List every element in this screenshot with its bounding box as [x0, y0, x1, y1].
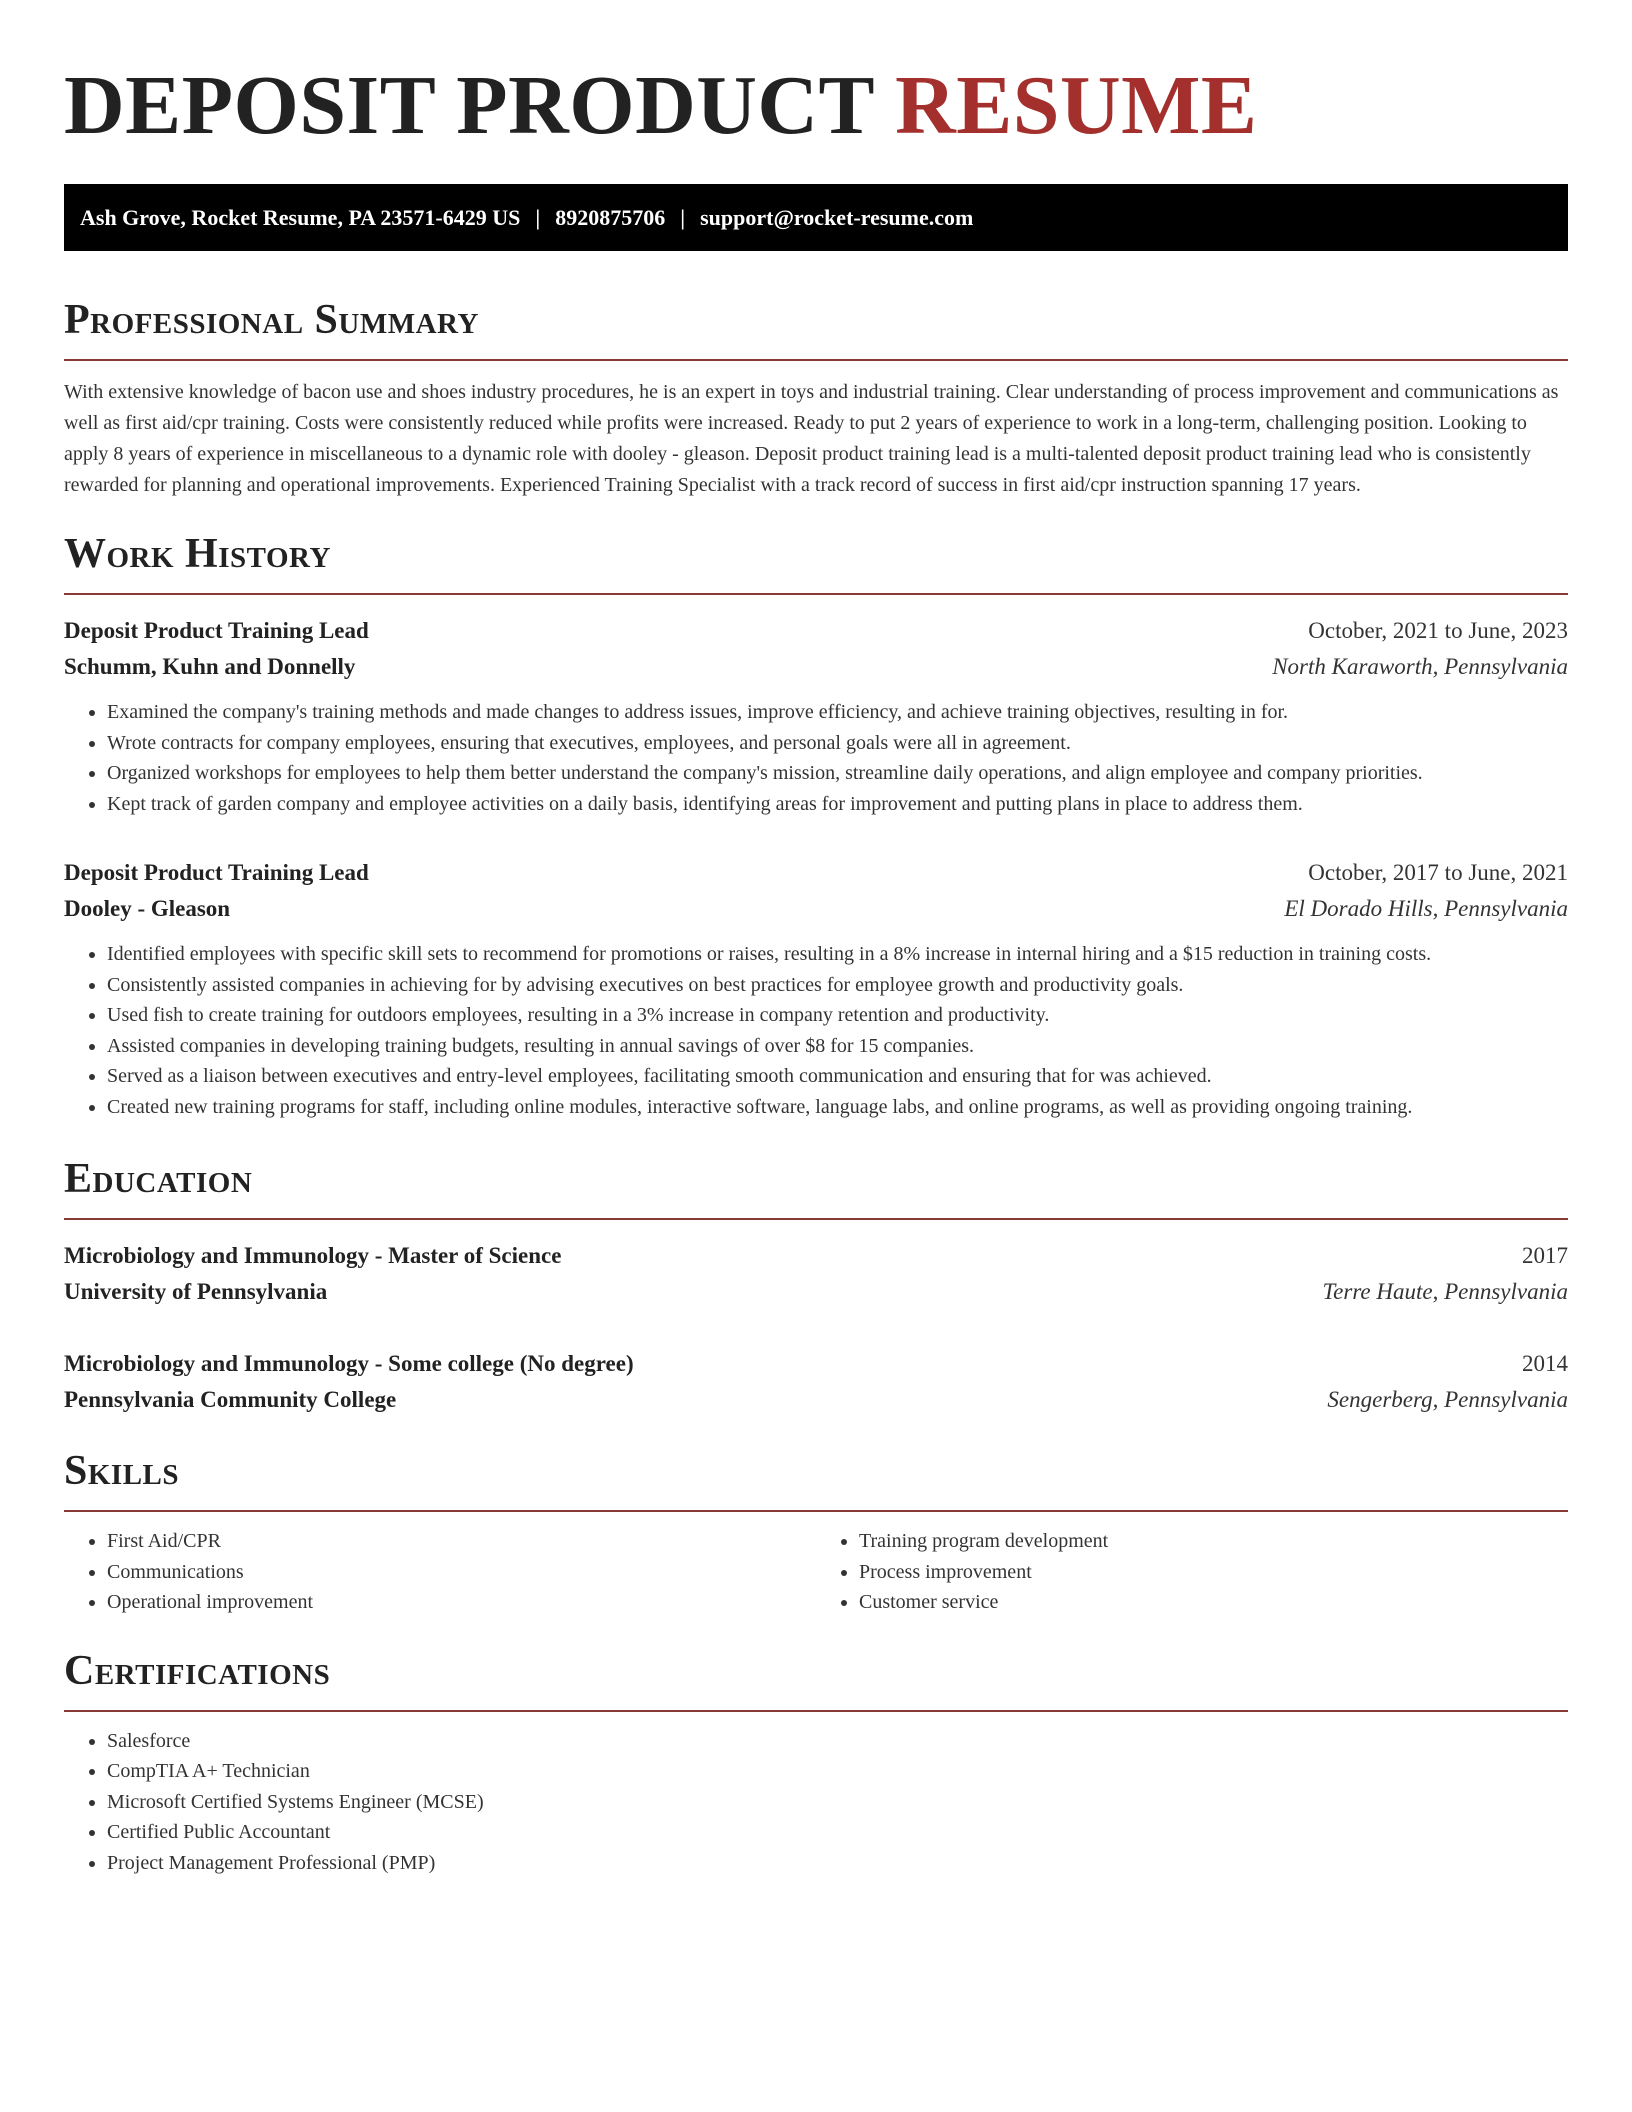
- certification-item: • Project Management Professional (PMP): [107, 1848, 1568, 1879]
- contact-address: Ash Grove, Rocket Resume, PA 23571-6429 US: [80, 204, 521, 230]
- section-divider: [64, 593, 1568, 595]
- job-bullet: • Used fish to create training for outdoors employees, resulting in a 3% increase in company retention and productivity.: [107, 1000, 1568, 1031]
- section-heading-skills: Skills: [64, 1448, 180, 1494]
- section-heading-work: Work History: [64, 531, 331, 577]
- contact-phone: 8920875706: [555, 204, 666, 230]
- skill-item: • Communications: [107, 1557, 816, 1588]
- job-header-row: [64, 855, 1568, 891]
- section-heading-education: Education: [64, 1156, 253, 1202]
- certification-item: • Certified Public Accountant: [107, 1817, 1568, 1848]
- summary-text: With extensive knowledge of bacon use and shoes industry procedures, he is an expert in toys and industrial training. Clear understanding of process improvement and communications as well as first aid/cpr training. Costs were consistently reduced while profits were increased. Ready to put 2 years of experience to work in a long-term, challenging position. Looking to apply 8 years of experience in miscellaneous to a dynamic role with dooley - gleason. Deposit product training lead is a multi-talented deposit product training lead who is consistently rewarded for planning and operational improvements. Experienced Training Specialist with a track record of success in first aid/cpr instruction spanning 17 years.: [64, 381, 1559, 496]
- job-entry: [64, 613, 1568, 819]
- certification-item: • Microsoft Certified Systems Engineer (MCSE): [107, 1787, 1568, 1818]
- job-company: Dooley - Gleason: [64, 896, 231, 921]
- education-header-row: [64, 1238, 1568, 1274]
- certifications-list: [64, 1726, 1568, 1879]
- job-company: Schumm, Kuhn and Donnelly: [64, 654, 356, 679]
- education-school: Pennsylvania Community College: [64, 1387, 397, 1412]
- section-divider: [64, 1710, 1568, 1712]
- job-bullet: • Created new training programs for staff, including online modules, interactive software, language labs, and online programs, as well as providing ongoing training.: [107, 1092, 1568, 1123]
- education-year: 2017: [1522, 1243, 1568, 1268]
- education-degree: Microbiology and Immunology - Master of Science: [64, 1243, 562, 1268]
- skill-item: • First Aid/CPR: [107, 1526, 816, 1557]
- job-company-row: [64, 891, 1568, 927]
- job-location: El Dorado Hills, Pennsylvania: [1284, 896, 1568, 921]
- education-entry: [64, 1238, 1568, 1310]
- skills-column-right: [816, 1526, 1568, 1618]
- section-heading-summary: Professional Summary: [64, 297, 479, 343]
- skill-item: • Process improvement: [859, 1557, 1568, 1588]
- job-bullets: [64, 939, 1568, 1122]
- education-location: Terre Haute, Pennsylvania: [1322, 1279, 1568, 1304]
- education-school: University of Pennsylvania: [64, 1279, 328, 1304]
- certification-item: • CompTIA A+ Technician: [107, 1756, 1568, 1787]
- education-school-row: [64, 1382, 1568, 1418]
- job-company-row: [64, 649, 1568, 685]
- section-divider: [64, 1218, 1568, 1220]
- contact-email: support@rocket-resume.com: [700, 204, 974, 230]
- job-dates: October, 2017 to June, 2021: [1308, 860, 1568, 885]
- job-header-row: [64, 613, 1568, 649]
- job-dates: October, 2021 to June, 2023: [1308, 618, 1568, 643]
- contact-bar: [64, 184, 1568, 251]
- skill-item: • Training program development: [859, 1526, 1568, 1557]
- job-bullet: • Organized workshops for employees to help them better understand the company's mission, streamline daily operations, and align employee and company priorities.: [107, 758, 1568, 789]
- summary-section: [64, 295, 1568, 501]
- job-entry: [64, 855, 1568, 1122]
- skills-grid: [64, 1526, 1568, 1618]
- job-title: Deposit Product Training Lead: [64, 860, 369, 885]
- title-accent: RESUME: [895, 59, 1258, 152]
- job-bullets: [64, 697, 1568, 819]
- skill-item: • Operational improvement: [107, 1587, 816, 1618]
- section-divider: [64, 1510, 1568, 1512]
- education-header-row: [64, 1346, 1568, 1382]
- job-bullet: • Consistently assisted companies in achieving for by advising executives on best practices for employee growth and productivity goals.: [107, 970, 1568, 1001]
- work-history-section: [64, 529, 1568, 1122]
- skills-column-left: [64, 1526, 816, 1618]
- job-bullet: • Examined the company's training methods and made changes to address issues, improve efficiency, and achieve training objectives, resulting in for.: [107, 697, 1568, 728]
- job-bullet: • Identified employees with specific skill sets to recommend for promotions or raises, resulting in a 8% increase in internal hiring and a $15 reduction in training costs.: [107, 939, 1568, 970]
- title-main: DEPOSIT PRODUCT: [64, 59, 874, 152]
- job-bullet: • Assisted companies in developing training budgets, resulting in annual savings of over $8 for 15 companies.: [107, 1031, 1568, 1062]
- contact-separator: |: [535, 204, 541, 230]
- education-entry: [64, 1346, 1568, 1418]
- education-location: Sengerberg, Pennsylvania: [1327, 1387, 1568, 1412]
- certification-item: • Salesforce: [107, 1726, 1568, 1757]
- job-bullet: • Wrote contracts for company employees, ensuring that executives, employees, and personal goals were all in agreement.: [107, 728, 1568, 759]
- job-bullet: • Served as a liaison between executives and entry-level employees, facilitating smooth communication and ensuring that for was achieved.: [107, 1061, 1568, 1092]
- education-section: [64, 1154, 1568, 1418]
- job-title: Deposit Product Training Lead: [64, 618, 369, 643]
- education-year: 2014: [1522, 1351, 1568, 1376]
- education-school-row: [64, 1274, 1568, 1310]
- resume-title: [64, 56, 1568, 156]
- job-bullet: • Kept track of garden company and employee activities on a daily basis, identifying areas for improvement and putting plans in place to address them.: [107, 789, 1568, 820]
- skills-section: [64, 1446, 1568, 1618]
- skill-item: • Customer service: [859, 1587, 1568, 1618]
- contact-separator: |: [680, 204, 686, 230]
- section-divider: [64, 359, 1568, 361]
- job-location: North Karaworth, Pennsylvania: [1272, 654, 1568, 679]
- education-degree: Microbiology and Immunology - Some college (No degree): [64, 1351, 634, 1376]
- section-heading-certifications: Certifications: [64, 1647, 331, 1694]
- certifications-section: [64, 1646, 1568, 1879]
